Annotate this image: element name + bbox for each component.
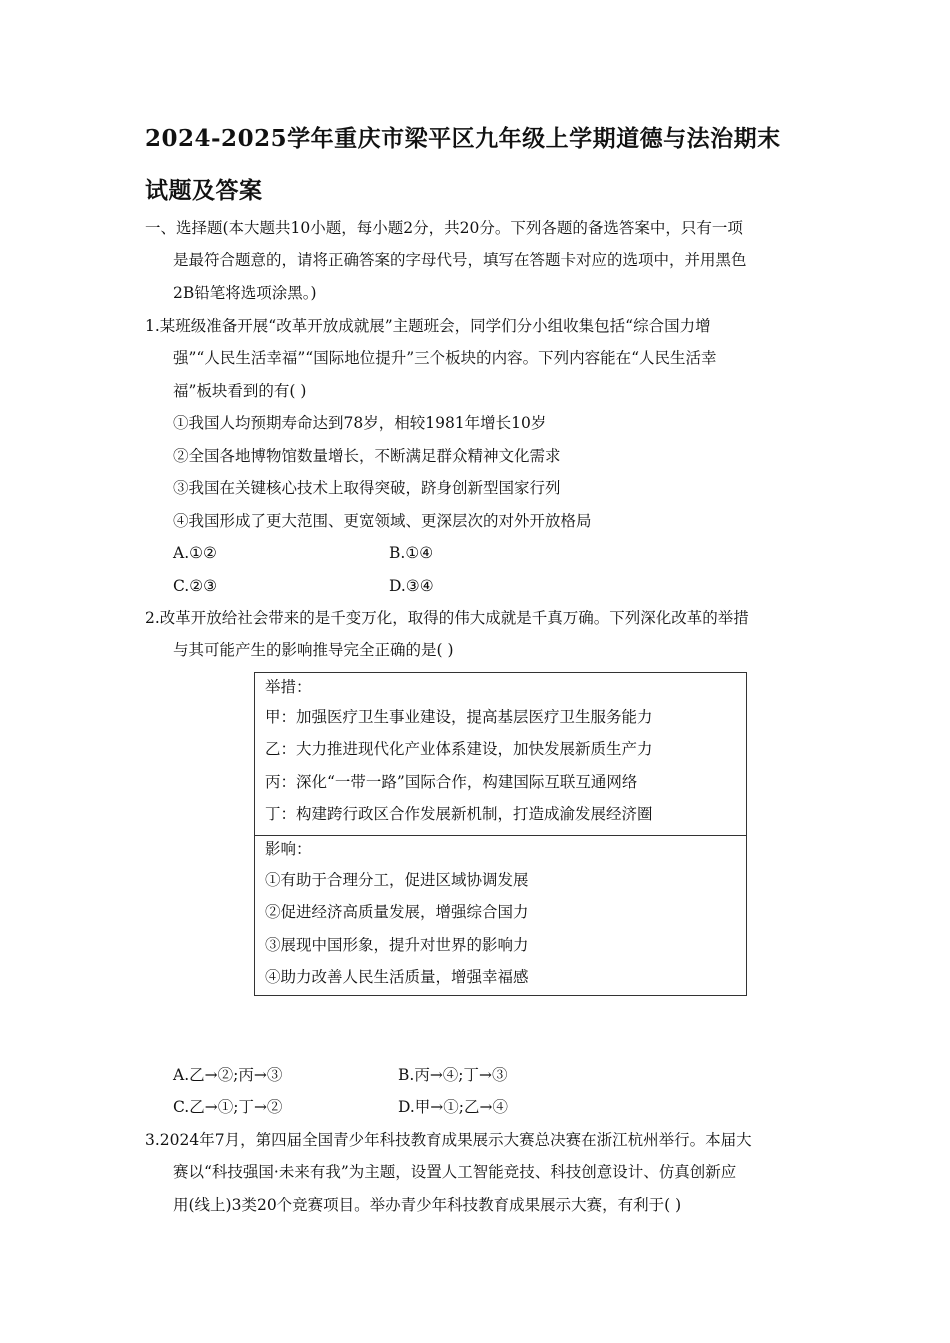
statement-item: ③我国在关键核心技术上取得突破，跻身创新型国家行列 [173, 479, 561, 497]
option-c: C.②③ [173, 577, 218, 595]
instruction-line: 2B铅笔将选项涂黑。) [173, 284, 317, 302]
effect-item: ①有助于合理分工，促进区域协调发展 [265, 871, 529, 889]
question-stem-line: 3.2024年7月，第四届全国青少年科技教育成果展示大赛总决赛在浙江杭州举行。本届大 [145, 1131, 752, 1149]
measure-item: 丙：深化“一带一路”国际合作，构建国际互联互通网络 [265, 773, 638, 791]
statement-item: ②全国各地博物馆数量增长，不断满足群众精神文化需求 [173, 447, 561, 465]
measures-effects-table [254, 672, 747, 996]
statement-item: ①我国人均预期寿命达到78岁，相较1981年增长10岁 [173, 414, 547, 432]
effects-heading: 影响： [265, 840, 312, 858]
option-b: B.丙→④;丁→③ [398, 1066, 508, 1084]
question-stem-line: 2.改革开放给社会带来的是千变万化，取得的伟大成就是千真万确。下列深化改革的举措 [145, 609, 749, 627]
option-b: B.①④ [389, 544, 434, 562]
table-divider [255, 835, 746, 836]
option-c: C.乙→①;丁→② [173, 1098, 283, 1116]
question-stem-line: 与其可能产生的影响推导完全正确的是( ) [173, 641, 454, 659]
statement-item: ④我国形成了更大范围、更宽领域、更深层次的对外开放格局 [173, 512, 592, 530]
option-a: A.乙→②;丙→③ [173, 1066, 283, 1084]
option-d: D.③④ [389, 577, 434, 595]
instruction-line: 是最符合题意的，请将正确答案的字母代号，填写在答题卡对应的选项中，并用黑色 [173, 251, 747, 269]
measure-item: 丁：构建跨行政区合作发展新机制，打造成渝发展经济圈 [265, 805, 653, 823]
effect-item: ②促进经济高质量发展，增强综合国力 [265, 903, 529, 921]
measures-heading: 举措： [265, 678, 312, 696]
option-a: A.①② [173, 544, 217, 562]
instruction-line: 一、选择题(本大题共10小题，每小题2分，共20分。下列各题的备选答案中，只有一项 [145, 219, 743, 237]
question-stem-line: 赛以“科技强国·未来有我”为主题，设置人工智能竞技、科技创意设计、仿真创新应 [173, 1163, 737, 1181]
doc-title-line-1: 2024-2025学年重庆市梁平区九年级上学期道德与法治期末 [145, 125, 781, 152]
doc-title-line-2: 试题及答案 [145, 177, 263, 204]
question-stem-line: 强”“人民生活幸福”“国际地位提升”三个板块的内容。下列内容能在“人民生活幸 [173, 349, 717, 367]
question-stem-line: 1.某班级准备开展“改革开放成就展”主题班会，同学们分小组收集包括“综合国力增 [145, 317, 711, 335]
option-d: D.甲→①;乙→④ [398, 1098, 508, 1116]
measure-item: 甲：加强医疗卫生事业建设，提高基层医疗卫生服务能力 [265, 708, 653, 726]
effect-item: ④助力改善人民生活质量，增强幸福感 [265, 968, 529, 986]
question-stem-line: 用(线上)3类20个竞赛项目。举办青少年科技教育成果展示大赛，有利于( ) [173, 1196, 682, 1214]
effect-item: ③展现中国形象，提升对世界的影响力 [265, 936, 529, 954]
measure-item: 乙：大力推进现代化产业体系建设，加快发展新质生产力 [265, 740, 653, 758]
question-stem-line: 福”板块看到的有( ) [173, 382, 307, 400]
